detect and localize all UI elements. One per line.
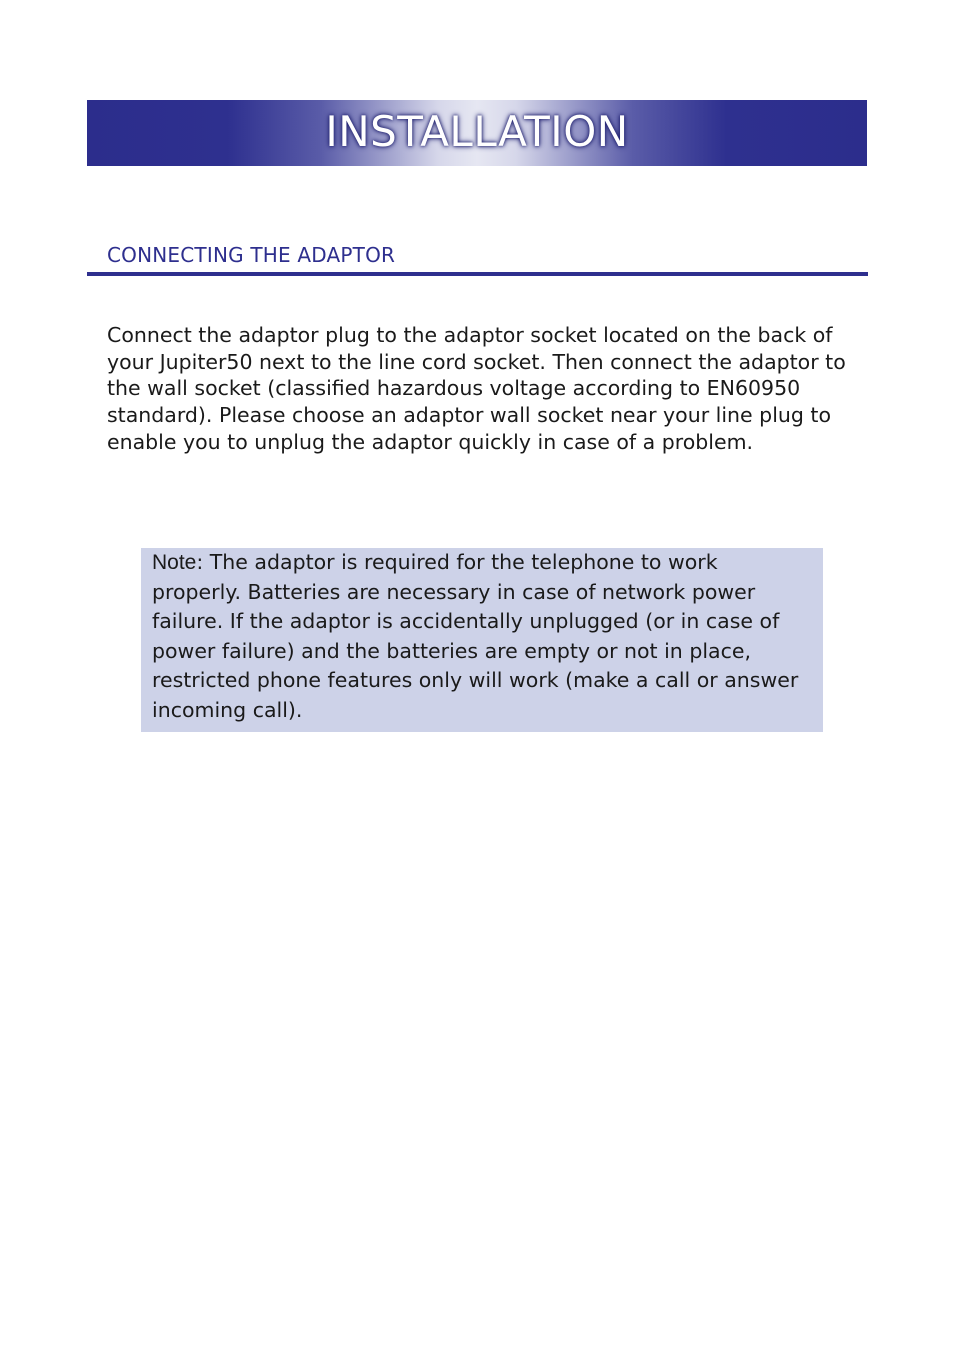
note-label: Note	[152, 551, 197, 574]
note-text: : The adaptor is required for the telephone to work properly. Batteries are necessary in case of network power failure. If the adaptor is accidentally unplugged (or in case of power failure) and the batteries are empty or not in place, restricted phone features only will work (make a call or answer incoming call).	[152, 550, 799, 722]
body-paragraph: Connect the adaptor plug to the adaptor socket located on the back of your Jupiter50 next to the line cord socket. Then connect the adaptor to the wall socket (classified hazardous voltage according to EN60950 standard). Please choose an adaptor wall socket near your line plug to enable you to unplug the adaptor quickly in case of a problem.	[107, 323, 846, 454]
section-heading: CONNECTING THE ADAPTOR	[107, 243, 396, 267]
note-box	[141, 548, 823, 732]
page-title: INSTALLATION	[325, 106, 629, 156]
note-paragraph	[152, 548, 811, 726]
title-banner	[87, 100, 867, 166]
section-divider	[87, 272, 868, 276]
